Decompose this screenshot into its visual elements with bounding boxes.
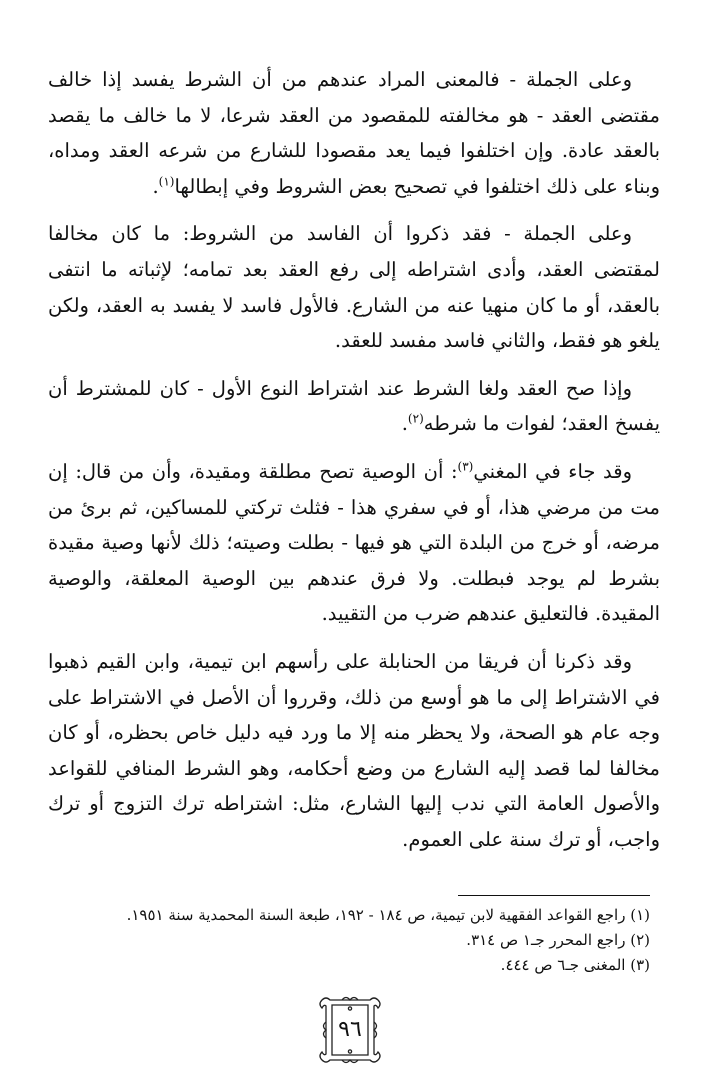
paragraph-1-end: . [152,174,159,198]
paragraph-1-text: وعلى الجملة - فالمعنى المراد عندهم من أن الشرط يفسد إذا خالف مقتضى العقد - هو مخالفته للمقصود من العقد شرعا، لا ما خالف ما يقصد بالعقد عادة. وإن اختلفوا فيما يعد مقصودا للشارع من شرعه العقد ومداه، وبناء على ذلك اختلفوا في تصحيح بعض الشروط وفي إبطالها [48,68,660,198]
footnote-ref-3: (٣) [457,459,474,474]
footnote-ref-1: (١) [158,174,175,189]
footnote-ref-2: (٢) [407,411,424,426]
paragraph-5 [48,644,660,858]
paragraph-3 [48,371,660,442]
paragraph-4-text: وقد جاء في المغني [473,459,632,483]
footnote-3: (٣) المغنى جـ٦ ص ٤٤٤. [500,956,650,974]
paragraph-1 [48,62,660,204]
paragraph-4 [48,454,660,632]
paragraph-4-cont: : أن الوصية تصح مطلقة ومقيدة، وأن من قال: إن مت من مرضي هذا، أو في سفري هذا - فثلث تركتي للمساكين، ثم برئ من مرضه، أو خرج من البلدة التي هو فيها - بطلت وصيته؛ ذلك لأنها وصية مقيدة بشرط لم يوجد فبطلت. ولا فرق عندهم بين الوصية المعلقة، والوصية المقيدة. فالتعليق عندهم ضرب من التقييد. [48,459,660,626]
page-number: ٩٦ [338,1017,362,1042]
paragraph-5-text: وقد ذكرنا أن فريقا من الحنابلة على رأسهم ابن تيمية، وابن القيم ذهبوا في الاشتراط إلى ما هو أوسع من ذلك، وقرروا أن الأصل في الاشتراط على وجه عام هو الصحة، ولا يحظر منه إلا ما ورد فيه دليل خاص بحظره، أو كان مخالفا لما قصد إليه الشارع من وضع أحكامه، وهو الشرط المنافي للقواعد والأصول العامة التي ندب إليها الشارع، مثل: اشتراطه ترك التزوج أو ترك واجب، أو ترك سنة على العموم. [48,649,660,851]
footnotes [48,903,650,978]
footnote-2: (٢) راجع المحرر جـ١ ص ٣١٤. [466,931,650,949]
paragraph-3-text: وإذا صح العقد ولغا الشرط عند اشتراط النوع الأول - كان للمشترط أن يفسخ العقد؛ لفوات ما شرطه [48,376,660,436]
footnote-1: (١) راجع القواعد الفقهية لابن تيمية، ص ١٨٤ - ١٩٢، طبعة السنة المحمدية سنة ١٩٥١. [126,906,650,924]
footnote-divider [458,895,650,896]
paragraph-2 [48,216,660,358]
page-number-frame [312,992,388,1068]
main-text [48,62,660,857]
paragraph-3-end: . [401,412,408,436]
paragraph-2-text: وعلى الجملة - فقد ذكروا أن الفاسد من الشروط: ما كان مخالفا لمقتضى العقد، وأدى اشتراطه إلى رفع العقد بعد تمامه؛ لإثباته ما انتفى بالعقد، أو ما كان منهيا عنه من الشارع. فالأول فاسد لا يفسد به العقد، ولكن يلغو هو فقط، والثاني فاسد مفسد للعقد. [48,222,660,353]
